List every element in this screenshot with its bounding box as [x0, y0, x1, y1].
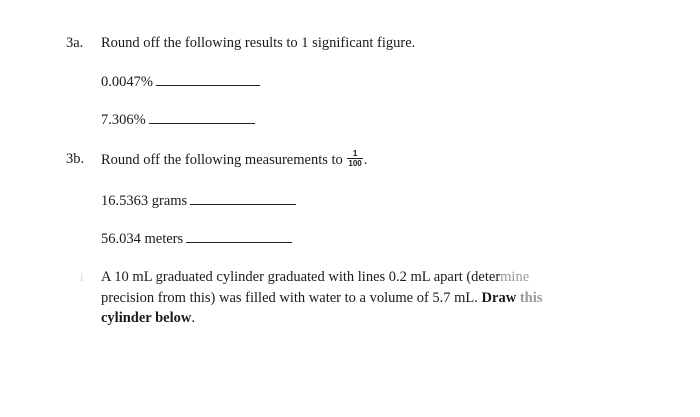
item-value: 56.034 meters [101, 231, 184, 247]
fraction-numerator: 1 [352, 149, 358, 158]
paragraph-text-2: precision from this) was filled with water to a volume of 5.7 mL. [101, 289, 478, 306]
item-value: 16.5363 grams [101, 193, 188, 209]
question-3a-instruction: Round off the following results to 1 significant figure. [101, 35, 416, 51]
question-3b-instruction [101, 151, 367, 170]
question-3a-item-1 [101, 73, 260, 91]
paragraph-faded-text-1: mine [500, 269, 530, 285]
paragraph-text-1: A 10 mL graduated cylinder graduated with lines 0.2 mL apart (deter [101, 269, 501, 285]
question-3a-number: 3a. [66, 35, 84, 51]
answer-blank[interactable] [186, 230, 292, 243]
cylinder-question-paragraph [101, 267, 581, 329]
answer-blank[interactable] [190, 192, 296, 205]
question-3a-item-2 [101, 111, 255, 129]
question-3b-number: 3b. [66, 151, 85, 167]
paragraph-end: . [191, 310, 195, 326]
fraction-one-hundredth [347, 149, 362, 168]
item-value: 0.0047% [101, 74, 153, 90]
instruction-text: Round off the following measurements to [101, 151, 343, 168]
fraction-denominator: 100 [348, 159, 362, 168]
paragraph-bold-faded-text: this [519, 289, 543, 306]
instruction-end: . [363, 151, 368, 168]
faded-bullet-marker: i [80, 270, 84, 284]
answer-blank[interactable] [149, 111, 255, 124]
answer-blank[interactable] [156, 73, 260, 86]
question-3b-item-2 [101, 230, 292, 248]
item-value: 7.306% [101, 112, 146, 128]
question-3b-item-1 [101, 192, 296, 210]
paragraph-bold-line-2: cylinder below [101, 310, 192, 326]
paragraph-bold-text: Draw [481, 289, 520, 306]
